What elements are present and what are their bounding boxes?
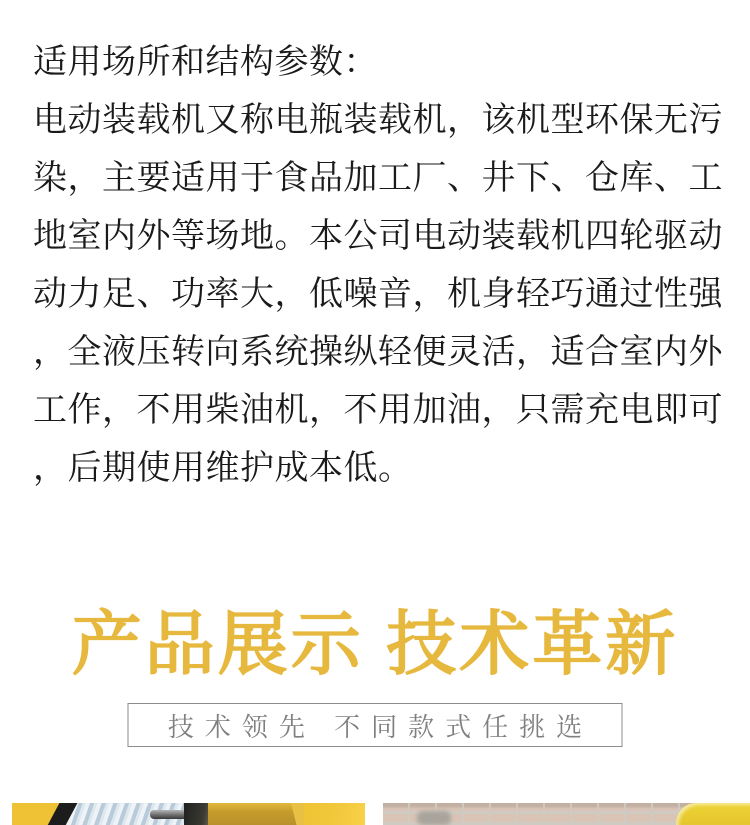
intro-text-line: 染，主要适用于食品加工厂、井下、仓库、工 <box>33 159 723 197</box>
loader-yellow-corner <box>676 803 750 825</box>
intro-text-line: ，全液压转向系统操纵轻便灵活，适合室内外 <box>33 333 723 371</box>
product-gallery <box>0 803 750 825</box>
intro-text-line: 工作，不用柴油机，不用加油，只需充电即可 <box>33 391 723 429</box>
loader-body-shadow-panel <box>208 803 300 825</box>
product-photo-loader-brick-wall <box>383 803 750 825</box>
product-photo-loader-closeup <box>12 803 365 825</box>
section-subtitle-box <box>128 703 623 747</box>
intro-section <box>33 33 723 497</box>
brick-wall-stain <box>417 811 451 825</box>
section-subtitle: 技术领先 不同款式任挑选 <box>167 711 594 742</box>
intro-text-line: 动力足、功率大，低噪音，机身轻巧通过性强 <box>33 275 723 313</box>
intro-heading: 适用场所和结构参数： <box>33 43 378 81</box>
machine-dark-post <box>184 803 210 825</box>
section-title: 产品展示 技术革新 <box>71 605 679 683</box>
intro-text-line: 电动装载机又称电瓶装载机，该机型环保无污 <box>33 101 723 139</box>
intro-text-line: 地室内外等场地。本公司电动装载机四轮驱动 <box>33 217 723 255</box>
intro-text-line: ，后期使用维护成本低。 <box>33 449 413 487</box>
loader-bright-panel <box>304 803 365 825</box>
